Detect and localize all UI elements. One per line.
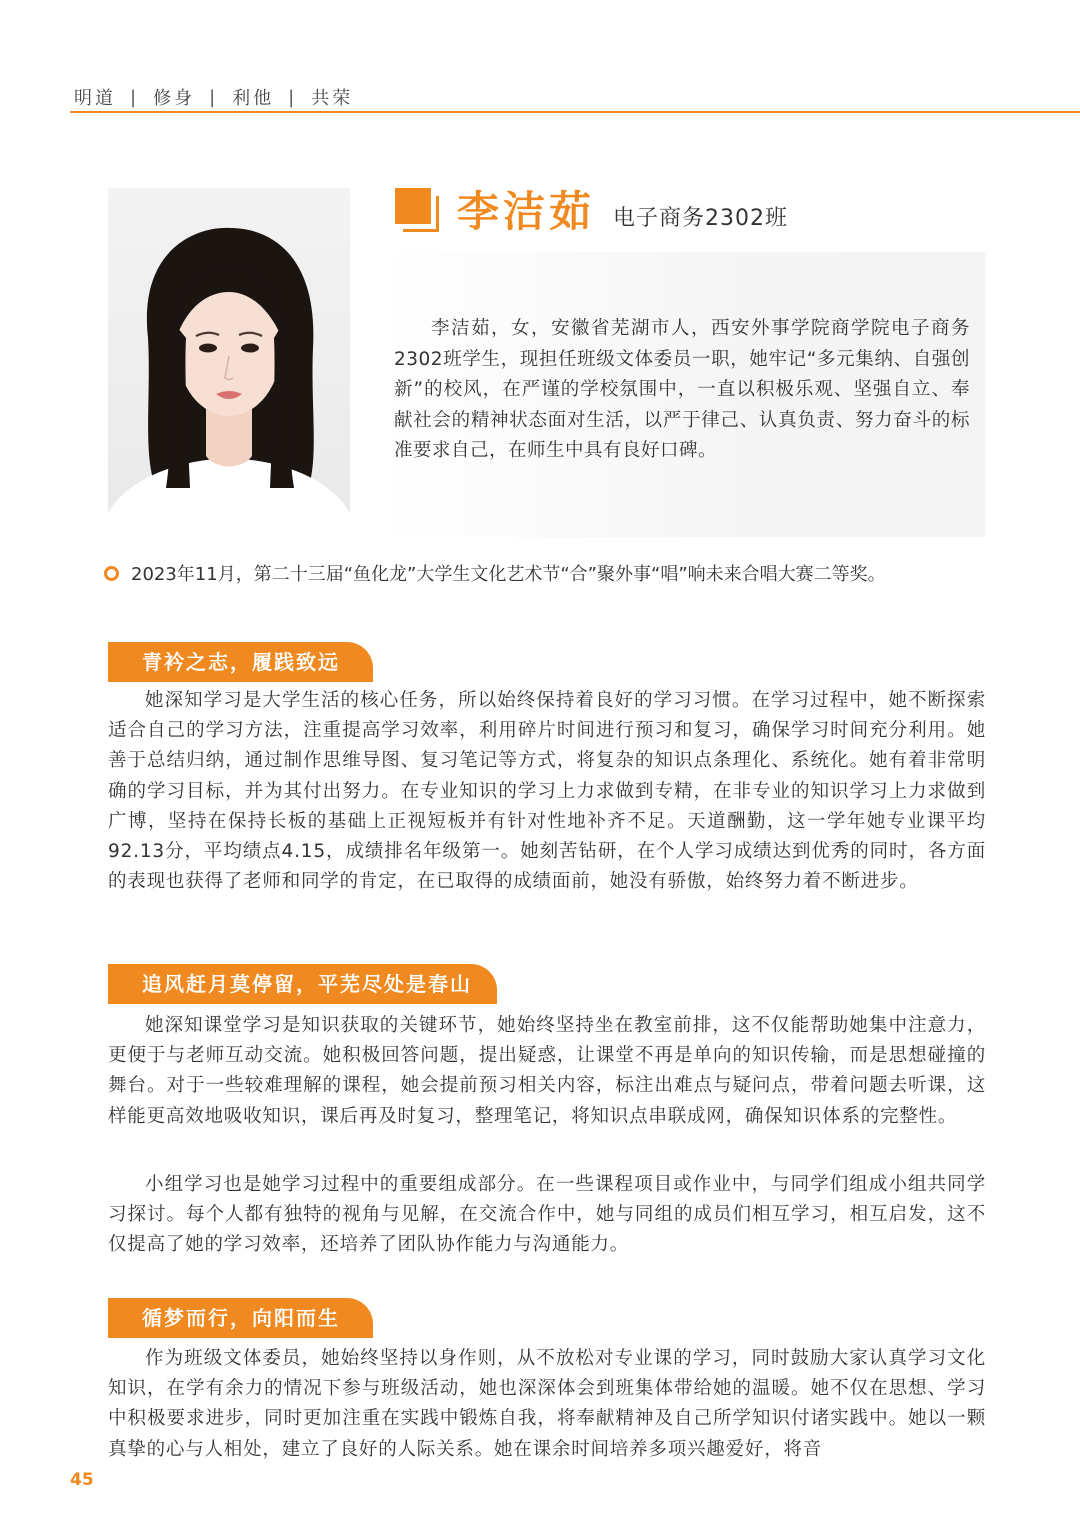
- section-paragraph: 她深知学习是大学生活的核心任务，所以始终保持着良好的学习习惯。在学习过程中，她不断探索适合自己的学习方法，注重提高学习效率，利用碎片时间进行预习和复习，确保学习时间充分利用。她善于总结归纳，通过制作思维导图、复习笔记等方式，将复杂的知识点条理化、系统化。她有着非常明确的学习目标，并为其付出努力。在专业知识的学习上力求做到专精，在非专业的知识学习上力求做到广博，坚持在保持长板的基础上正视短板并有针对性地补齐不足。天道酬勤，这一学年她专业课平均92.13分，平均绩点4.15，成绩排名年级第一。她刻苦钻研，在个人学习成绩达到优秀的同时，各方面的表现也获得了老师和同学的肯定，在已取得的成绩面前，她没有骄傲，始终努力着不断进步。: [108, 690, 986, 893]
- student-name: 李洁茹: [457, 187, 596, 236]
- motto-separator: |: [288, 86, 298, 108]
- student-portrait: [108, 188, 350, 536]
- section-title: 追风赶月莫停留，平芜尽处是春山: [108, 964, 497, 1004]
- name-row: [395, 180, 788, 240]
- motto-separator: |: [209, 86, 219, 108]
- section-title: 青衿之志，履践致远: [108, 642, 373, 682]
- circle-bullet-icon: [104, 566, 119, 581]
- motto-item: 利他: [232, 88, 275, 109]
- motto-separator: |: [130, 86, 140, 108]
- motto-item: 共荣: [311, 88, 354, 109]
- award-text: 2023年11月，第二十三届“鱼化龙”大学生文化艺术节“合”聚外事“唱”响未来合唱大赛二等奖。: [131, 564, 886, 585]
- motto-item: 明道: [74, 88, 116, 109]
- header-motto: [74, 84, 353, 110]
- page-number: 45: [70, 1470, 94, 1490]
- section-paragraph: 她深知课堂学习是知识获取的关键环节，她始终坚持坐在教室前排，这不仅能帮助她集中注意力，更便于与老师互动交流。她积极回答问题，提出疑惑，让课堂不再是单向的知识传输，而是思想碰撞的舞台。对于一些较难理解的课程，她会提前预习相关内容，标注出难点与疑问点，带着问题去听课，这样能更高效地吸收知识，课后再及时复习，整理笔记，将知识点串联成网，确保知识体系的完整性。: [108, 1015, 986, 1127]
- section-paragraph: 小组学习也是她学习过程中的重要组成部分。在一些课程项目或作业中，与同学们组成小组共同学习探讨。每个人都有独特的视角与见解，在交流合作中，她与同组的成员们相互学习，相互启发，这不仅提高了她的学习效率，还培养了团队协作能力与沟通能力。: [108, 1174, 986, 1256]
- header-rule: [70, 111, 1080, 113]
- square-bullet-icon: [395, 188, 439, 232]
- student-class: 电子商务2302班: [613, 206, 789, 231]
- student-intro: 李洁茹，女，安徽省芜湖市人，西安外事学院商学院电子商务2302班学生，现担任班级文体委员一职，她牢记“多元集纳、自强创新”的校风，在严谨的学校氛围中，一直以积极乐观、坚强自立、奉献社会的精神状态面对生活，以严于律己、认真负责、努力奋斗的标准要求自己，在师生中具有良好口碑。: [394, 318, 970, 461]
- motto-item: 修身: [153, 88, 196, 109]
- award-item: [104, 560, 886, 586]
- section-paragraph: 作为班级文体委员，她始终坚持以身作则，从不放松对专业课的学习，同时鼓励大家认真学习文化知识，在学有余力的情况下参与班级活动，她也深深体会到班集体带给她的温暖。她不仅在思想、学习中积极要求进步，同时更加注重在实践中锻炼自我，将奉献精神及自己所学知识付诸实践中。她以一颗真挚的心与人相处，建立了良好的人际关系。她在课余时间培养多项兴趣爱好，将音: [108, 1348, 986, 1460]
- section-title: 循梦而行，向阳而生: [108, 1298, 373, 1338]
